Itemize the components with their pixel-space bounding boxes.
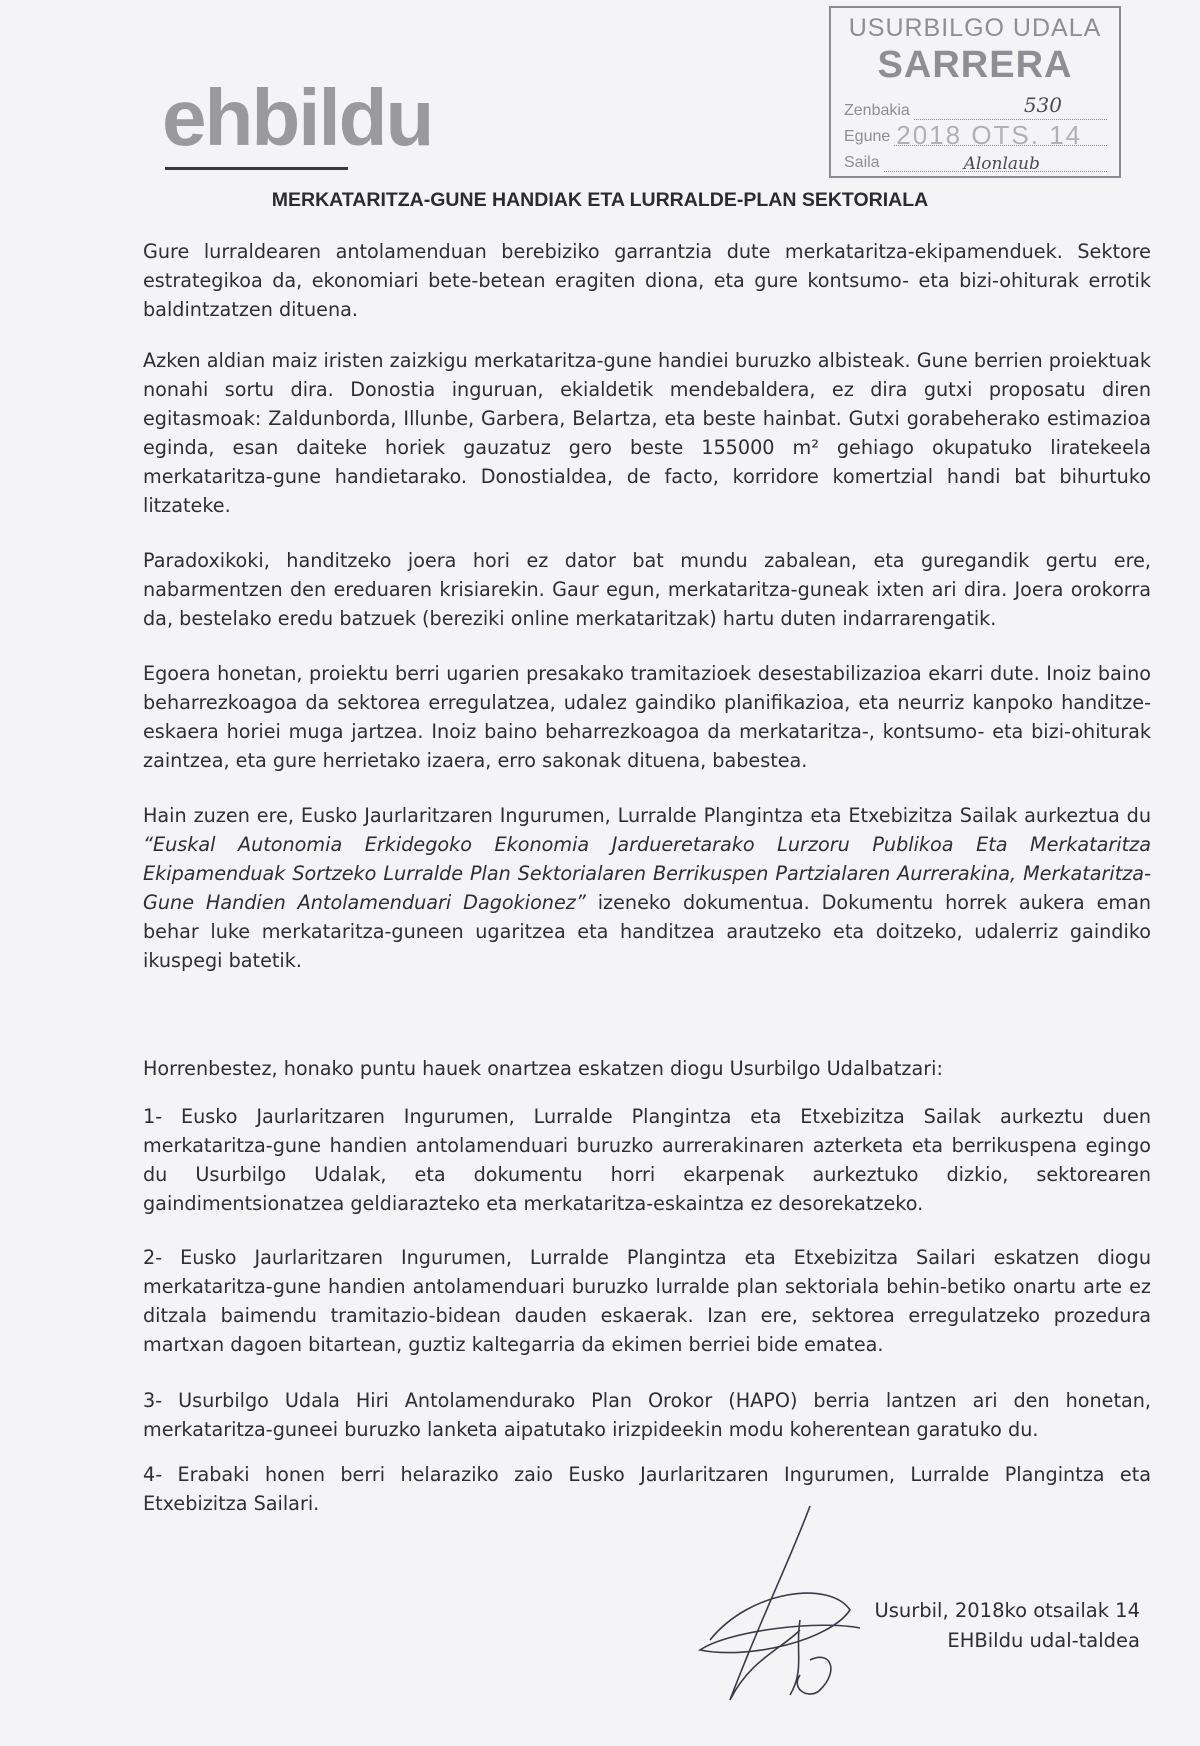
signoff-group: EHBildu udal-taldea	[947, 1629, 1140, 1652]
stamp-label-date: Egune	[844, 128, 891, 145]
stamp-value-department: Alonlaub	[963, 154, 1040, 174]
stamp-heading: SARRERA	[877, 44, 1073, 86]
stamp-row-number	[844, 93, 1107, 120]
handwritten-signature	[690, 1500, 870, 1710]
stamp-value-date: 2018 OTS. 14	[896, 120, 1083, 150]
paragraph-4: Egoera honetan, proiektu berri ugarien presakako tramitazioek desestabilizazioa ekarri dute. Inoiz baino beharrezkoagoa da sektorea erregulatzea, udalez gaindiko planifikazioa, eta neurriz kanpoko handitze-eskaera horiei muga jartzea. Inoiz baino beharrezkoagoa da merkataritza-, kontsumo- eta bizi-ohiturak zaintzea, eta gure herrietako izaera, erro sakonak dituena, babestea.	[143, 662, 1151, 772]
stamp-value-number: 530	[1023, 93, 1063, 117]
paragraph-2: Azken aldian maiz iristen zaizkigu merkataritza-gune handiei buruzko albisteak. Gune berrien proiektuak nonahi sortu dira. Donostia inguruan, ekialdetik mendebaldera, ez dira gutxi proposatu diren egitasmoak: Zaldunborda, Illunbe, Garbera, Belartza, eta beste hainbat. Gutxi gorabeherako estimazioa eginda, esan daiteke horiek gauzatuz gero beste 155000 m² gehiago okupatuko liratekeela merkataritza-gune handietarako. Donostialdea, de facto, korridore komertzial handi bat bihurtuko litzateke.	[143, 349, 1151, 517]
paragraph-1: Gure lurraldearen antolamenduan berebiziko garrantzia dute merkataritza-ekipamenduek. Sektore estrategikoa da, ekonomiari bete-betean eragiten diona, eta gure kontsumo- eta bizi-ohiturak errotik baldintzatzen dituena.	[143, 240, 1151, 321]
request-intro: Horrenbestez, honako puntu hauek onartzea eskatzen diogu Usurbilgo Udalbatzari:	[143, 1057, 943, 1080]
logo-underline	[165, 167, 348, 170]
point-3: 3- Usurbilgo Udala Hiri Antolamendurako Plan Orokor (HAPO) berria lantzen ari den honetan, merkataritza-guneei buruzko lanketa aipatutako irizpideekin modu koherentean garatuko du.	[143, 1389, 1151, 1441]
stamp-label-number: Zenbakia	[844, 102, 910, 119]
stamp-label-department: Saila	[844, 154, 880, 171]
signoff-place-date: Usurbil, 2018ko otsailak 14	[874, 1599, 1140, 1622]
stamp-row-department	[844, 154, 1107, 172]
paragraph-5: Hain zuzen ere, Eusko Jaurlaritzaren Ingurumen, Lurralde Plangintza eta Etxebizitza Sailak aurkeztua du “Euskal Autonomia Erkidegoko Ekonomia Jardueretarako Lurzoru Publikoa Eta Merkataritza Ekipamenduak Sortzeko Lurralde Plan Sektorialaren Berrikuspen Partzialaren Aurrerakina, Merkataritza-Gune Handien Antolamenduari Dagokionez” izeneko dokumentua. Dokumentu horrek aukera eman behar luke merkataritza-guneen ugaritzea eta handitzea arautzeko eta doitzeko, udalerriz gaindiko ikuspegi batetik.	[143, 804, 1151, 972]
ehbildu-logo: ehbildu	[162, 73, 433, 162]
signoff	[874, 1596, 1140, 1656]
point-1: 1- Eusko Jaurlaritzaren Ingurumen, Lurralde Plangintza eta Etxebizitza Sailak aurkeztu duen merkataritza-gune handien antolamenduari buruzko aurrerakinaren azterketa eta berrikuspena egingo du Usurbilgo Udalak, eta dokumentu horri ekarpenak aurkeztuko dizkio, sektorearen gaindimentsionatzea geldiarazteko eta merkataritza-eskaintza ez desorekatzeko.	[143, 1105, 1151, 1215]
document-reference-title: “Euskal Autonomia Erkidegoko Ekonomia Jardueretarako Lurzoru Publikoa Eta Merkataritza Ekipamenduak Sortzeko Lurralde Plan Sektorialaren Berrikuspen Partzialaren Aurrerakina, Merkataritza-Gune Handien Antolamenduari Dagokionez”	[143, 833, 1151, 914]
registry-stamp	[829, 6, 1121, 178]
stamp-organization: USURBILGO UDALA	[848, 14, 1102, 42]
point-2: 2- Eusko Jaurlaritzaren Ingurumen, Lurralde Plangintza eta Etxebizitza Sailari eskatzen diogu merkataritza-gune handien antolamenduari buruzko lurralde plan sektoriala behin-betiko onartu arte ez ditzala baimendu tramitazio-bidean dauden eskaerak. Izan ere, sektorea erregulatzeko prozedura martxan dagoen bitartean, guztiz kaltegarria da ekimen berriei bide ematea.	[143, 1246, 1151, 1356]
point-4: 4- Erabaki honen berri helaraziko zaio Eusko Jaurlaritzaren Ingurumen, Lurralde Plangintza eta Etxebizitza Sailari.	[143, 1463, 1151, 1515]
document-title: MERKATARITZA-GUNE HANDIAK ETA LURRALDE-PLAN SEKTORIALA	[271, 189, 929, 211]
stamp-row-date	[844, 120, 1107, 150]
paragraph-3: Paradoxikoki, handitzeko joera hori ez dator bat mundu zabalean, eta guregandik gertu ere, nabarmentzen den ereduaren krisiarekin. Gaur egun, merkataritza-guneak ixten ari dira. Joera orokorra da, bestelako eredu batzuek (bereziki online merkataritzak) hartu duten indarrarengatik.	[143, 549, 1151, 630]
